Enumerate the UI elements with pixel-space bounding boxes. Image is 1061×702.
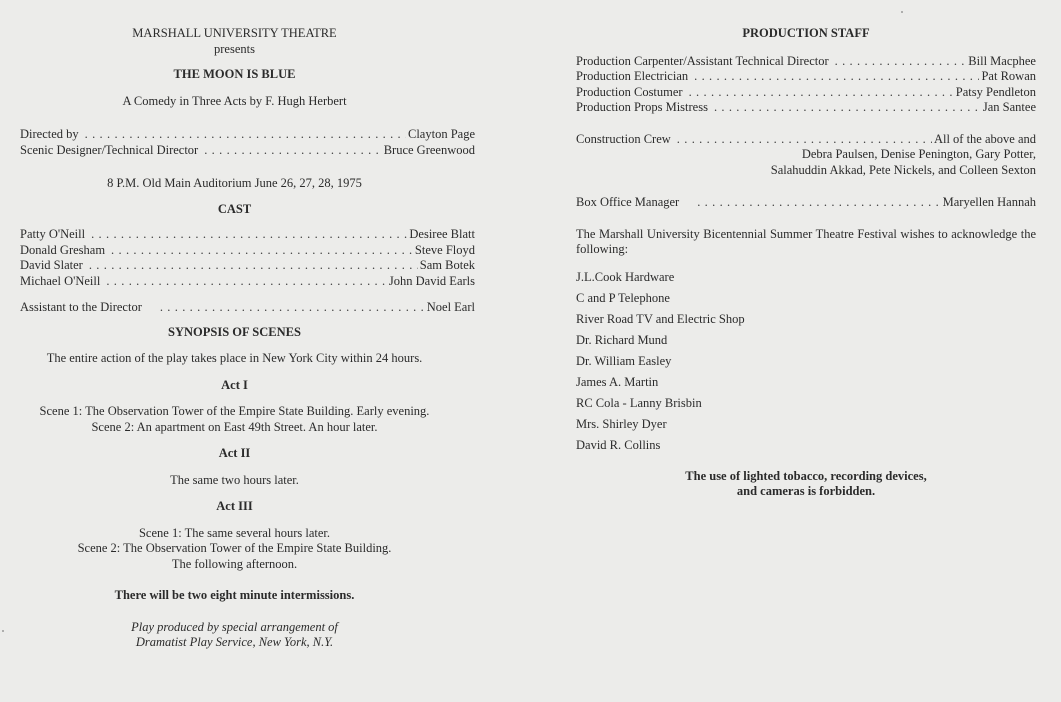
leader-dots <box>714 100 981 116</box>
presents: presents <box>214 41 255 56</box>
acknowledgement-item: J.L.Cook Hardware <box>576 269 675 284</box>
acknowledgement-item: River Road TV and Electric Shop <box>576 311 745 326</box>
act1-scene: Scene 2: An apartment on East 49th Street. An hour later. <box>91 419 378 434</box>
construction-continued: Debra Paulsen, Denise Penington, Gary Potter, <box>801 147 1036 161</box>
credit-line: Dramatist Play Service, New York, N.Y. <box>135 635 334 649</box>
intermission-note: There will be two eight minute intermissions. <box>114 588 355 602</box>
warning-line: The use of lighted tobacco, recording devices, <box>685 468 927 483</box>
crew-list <box>20 127 475 158</box>
cast-row <box>20 274 475 290</box>
acknowledgement-item: David R. Collins <box>576 438 661 453</box>
cast-name: Desiree Blatt <box>409 227 475 241</box>
cast-role: Donald Gresham <box>20 242 106 257</box>
staff-name: Jan Santee <box>982 100 1036 114</box>
box-office-row <box>576 195 1036 211</box>
presenter: MARSHALL UNIVERSITY THEATRE <box>132 26 337 40</box>
staff-heading: PRODUCTION STAFF <box>742 26 870 40</box>
crew-role: Directed by <box>20 127 79 141</box>
staff-role: Production Props Mistress <box>576 100 708 114</box>
act3-scene: The following afternoon. <box>171 556 298 571</box>
cast-row <box>20 243 475 259</box>
leader-dots <box>204 143 381 159</box>
staff-row <box>576 85 1036 101</box>
cast-role: David Slater <box>20 258 83 272</box>
construction-row <box>576 132 1036 148</box>
acknowledgement-item: Dr. Richard Mund <box>576 332 668 347</box>
leader-dots <box>697 195 940 211</box>
acknowledgement-intro: The Marshall University Bicentennial Summer Theatre Festival wishes to acknowledge the following: <box>576 226 1036 256</box>
play-subtitle: A Comedy in Three Acts by F. Hugh Herbert <box>122 93 347 108</box>
acknowledgement-list <box>576 270 1036 454</box>
staff-row <box>576 54 1036 70</box>
acknowledgement-item: RC Cola - Lanny Brisbin <box>576 396 702 411</box>
acknowledgement-item: Mrs. Shirley Dyer <box>576 417 667 432</box>
act3-scene: Scene 2: The Observation Tower of the Empire State Building. <box>77 541 392 555</box>
staff-role: Production Electrician <box>576 69 689 83</box>
assistant-name: Noel Earl <box>426 300 475 314</box>
assistant-role: Assistant to the Director <box>20 300 142 314</box>
construction-continued: Salahuddin Akkad, Pete Nickels, and Colleen Sexton <box>770 162 1036 177</box>
cast-heading: CAST <box>217 201 252 216</box>
act3-heading: Act III <box>216 499 253 513</box>
credit-line: Play produced by special arrangement of <box>131 619 338 634</box>
box-office-role: Box Office Manager <box>576 195 680 209</box>
synopsis-intro: The entire action of the play takes place in New York City within 24 hours. <box>46 351 423 365</box>
cast-role: Patty O'Neill <box>20 227 86 241</box>
staff-name: Bill Macphee <box>968 53 1036 68</box>
play-title: THE MOON IS BLUE <box>173 67 296 81</box>
synopsis-heading: SYNOPSIS OF SCENES <box>168 324 301 339</box>
cast-name: Steve Floyd <box>414 242 475 257</box>
staff-name: Patsy Pendleton <box>955 84 1036 99</box>
left-page <box>20 26 475 651</box>
performance-info: 8 P.M. Old Main Auditorium June 26, 27, 28, 1975 <box>107 176 362 190</box>
box-office-name: Maryellen Hannah <box>942 195 1036 209</box>
act1-heading: Act I <box>221 377 248 392</box>
construction-role: Construction Crew <box>576 131 671 146</box>
crew-name: Clayton Page <box>407 127 475 141</box>
leader-dots <box>160 300 425 316</box>
leader-dots <box>106 274 387 290</box>
staff-row <box>576 69 1036 85</box>
leader-dots <box>689 85 954 101</box>
paper-speck <box>901 11 903 13</box>
cast-name: John David Earls <box>388 273 475 288</box>
leader-dots <box>111 243 413 259</box>
paper-speck <box>2 630 4 632</box>
act2-heading: Act II <box>218 446 251 460</box>
crew-row <box>20 143 475 159</box>
act3-scene: Scene 1: The same several hours later. <box>138 525 331 540</box>
act1-scene: Scene 1: The Observation Tower of the Empire State Building. Early evening. <box>39 404 430 418</box>
leader-dots <box>91 227 407 243</box>
staff-name: Pat Rowan <box>981 69 1036 83</box>
cast-list <box>20 227 475 289</box>
cast-name: Sam Botek <box>419 258 475 272</box>
crew-row <box>20 127 475 143</box>
staff-row <box>576 100 1036 116</box>
leader-dots <box>89 258 418 274</box>
right-page <box>576 26 1036 500</box>
act2-scene: The same two hours later. <box>170 472 299 487</box>
acknowledgement-item: C and P Telephone <box>576 290 670 305</box>
warning-line: and cameras is forbidden. <box>736 484 876 499</box>
acknowledgement-item: James A. Martin <box>576 374 659 389</box>
leader-dots <box>694 69 979 85</box>
cast-row <box>20 258 475 274</box>
assistant-row <box>20 300 475 316</box>
leader-dots <box>85 127 406 143</box>
crew-name: Bruce Greenwood <box>383 142 475 157</box>
leader-dots <box>677 132 932 148</box>
staff-role: Production Carpenter/Assistant Technical Director <box>576 53 829 68</box>
leader-dots <box>835 54 967 70</box>
staff-list <box>576 54 1036 116</box>
construction-name: All of the above and <box>933 131 1036 146</box>
staff-role: Production Costumer <box>576 84 683 99</box>
crew-role: Scenic Designer/Technical Director <box>20 142 199 157</box>
acknowledgement-item: Dr. William Easley <box>576 353 672 368</box>
cast-role: Michael O'Neill <box>20 273 101 288</box>
cast-row <box>20 227 475 243</box>
